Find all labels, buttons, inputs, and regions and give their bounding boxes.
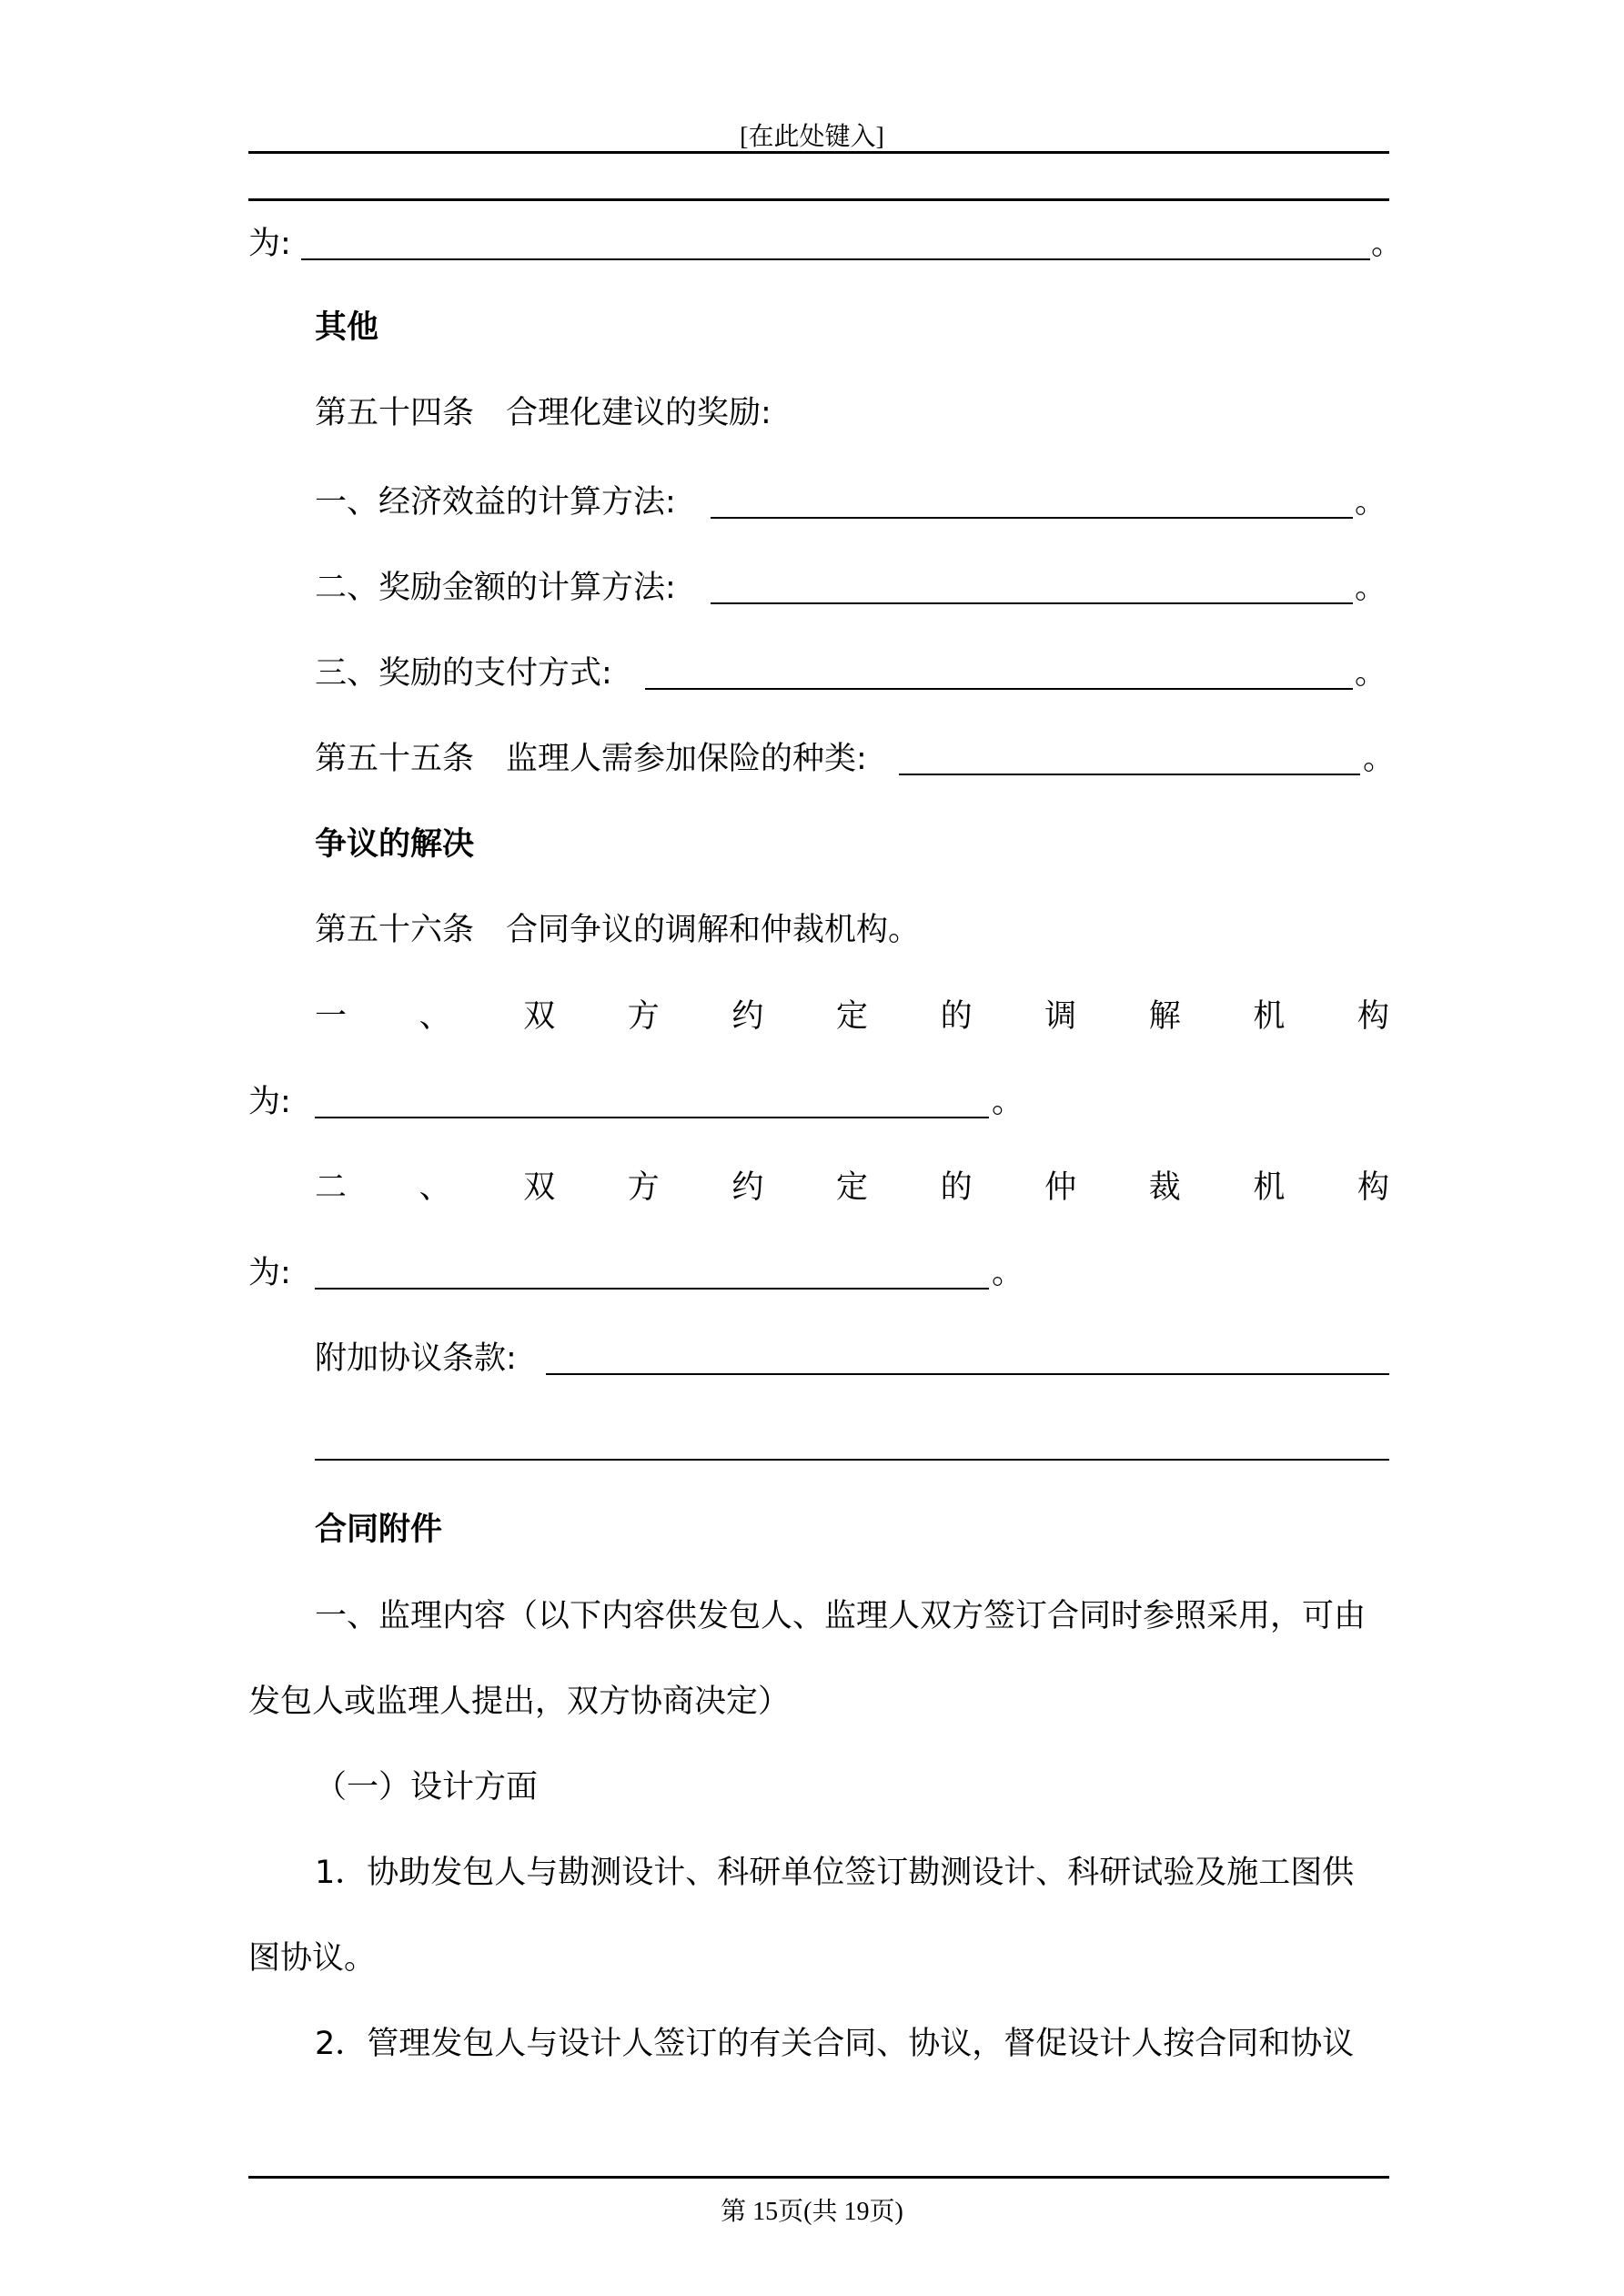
blank-field[interactable] (315, 1117, 989, 1118)
text-span: 双 (523, 1169, 556, 1206)
text-span: 。 (1363, 741, 1396, 777)
blank-field[interactable] (315, 1288, 989, 1290)
section-heading: 争议的解决 (315, 826, 475, 863)
subheading: （一）设计方面 (315, 1769, 539, 1805)
clause (248, 1255, 1389, 1291)
text-span: 、 (419, 1169, 451, 1206)
continued-line (248, 226, 1404, 262)
text-span: 三、奖励的支付方式: (315, 655, 612, 692)
text-span: 裁 (1148, 1169, 1181, 1206)
text-span: 机 (1253, 1169, 1286, 1206)
text-span: 。 (1355, 570, 1387, 606)
text-span: 。 (992, 1084, 1024, 1120)
text-span: 构 (1357, 998, 1389, 1035)
clause (248, 1084, 1389, 1120)
text-span: 方 (627, 998, 660, 1035)
blank-field[interactable] (711, 517, 1353, 519)
article-56: 第五十六条 合同争议的调解和仲裁机构。 (315, 912, 921, 948)
text-span: 二、奖励金额的计算方法: (315, 570, 676, 606)
paragraph: 发包人或监理人提出，双方协商决定） (248, 1684, 791, 1720)
text-span: 的 (940, 1169, 973, 1206)
page-footer: 第 15页(共 19页) (721, 2198, 903, 2226)
text-span: 一 (315, 998, 348, 1035)
clause (315, 570, 1389, 606)
additional-terms: 附加协议条款: (315, 1340, 517, 1377)
text-span: 。 (1355, 484, 1387, 521)
text-span: 。 (1371, 226, 1404, 262)
footer-rule (248, 2176, 1389, 2179)
section-heading: 合同附件 (315, 1512, 443, 1548)
text-span: 约 (731, 998, 764, 1035)
text-span: 解 (1148, 998, 1181, 1035)
text-span: 调 (1044, 998, 1077, 1035)
clause (315, 655, 1389, 692)
article-54: 第五十四条 合理化建议的奖励: (315, 395, 772, 431)
article-55 (315, 741, 1396, 777)
text-span: 定 (835, 998, 868, 1035)
text-span: 双 (523, 998, 556, 1035)
blank-field[interactable] (315, 1459, 1389, 1461)
paragraph: 1．协助发包人与勘测设计、科研单位签订勘测设计、科研试验及施工图供 (315, 1855, 1355, 1891)
text-span: 定 (835, 1169, 868, 1206)
blank-field[interactable] (301, 258, 1370, 260)
paragraph: 一、监理内容（以下内容供发包人、监理人双方签订合同时参照采用，可由 (315, 1598, 1367, 1634)
text-span: 。 (1355, 655, 1387, 692)
text-span: 的 (940, 998, 973, 1035)
blank-field[interactable] (899, 774, 1360, 775)
arbitration-line (315, 1169, 1389, 1206)
paragraph: 图协议。 (248, 1940, 377, 1977)
text-span: 机 (1253, 998, 1286, 1035)
text-span: 一、经济效益的计算方法: (315, 484, 676, 521)
text-span: 为: (248, 1255, 291, 1291)
blank-field[interactable] (711, 602, 1353, 604)
text-span: 仲 (1044, 1169, 1077, 1206)
text-span: 。 (992, 1255, 1024, 1291)
text-span: 为: (248, 226, 291, 262)
page-header: [在此处键入] (740, 123, 884, 151)
text-span: 约 (731, 1169, 764, 1206)
blank-field[interactable] (546, 1373, 1389, 1375)
mediation-line (315, 998, 1389, 1035)
clause (315, 484, 1389, 521)
top-rule (248, 198, 1389, 201)
text-span: 为: (248, 1084, 291, 1120)
text-span: 二 (315, 1169, 348, 1206)
text-span: 构 (1357, 1169, 1389, 1206)
paragraph: 2．管理发包人与设计人签订的有关合同、协议，督促设计人按合同和协议 (315, 2026, 1355, 2062)
text-span: 第五十五条 监理人需参加保险的种类: (315, 741, 867, 777)
blank-field[interactable] (645, 688, 1353, 690)
section-heading: 其他 (315, 309, 379, 346)
header-rule (248, 151, 1389, 154)
text-span: 方 (627, 1169, 660, 1206)
text-span: 、 (419, 998, 451, 1035)
